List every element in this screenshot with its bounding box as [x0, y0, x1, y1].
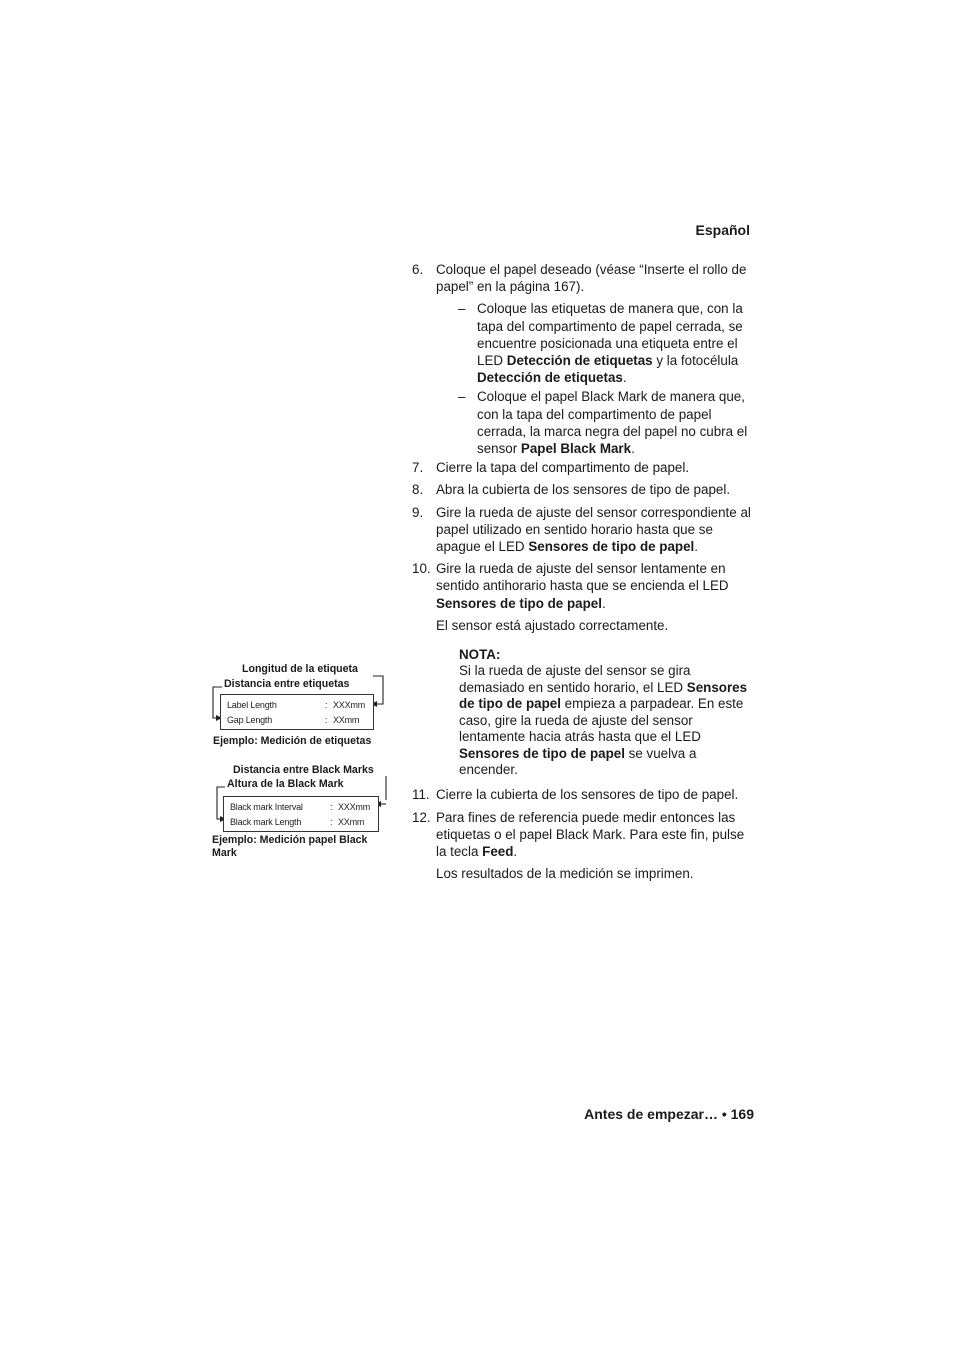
figure2-caption-line1: Ejemplo: Medición papel Black — [212, 834, 368, 846]
step-11 — [412, 786, 754, 803]
figure1-row2-key: Gap Length — [227, 715, 273, 725]
sub-item — [412, 388, 754, 457]
figure1-receipt — [220, 694, 374, 730]
figure2-row2-value: XXmm — [338, 817, 365, 827]
step-10 — [412, 560, 754, 612]
text-run: Coloque el papel Black Mark de manera que, con la tapa del compartimento de papel cerrada, la marca negra del papel no cubra el sensor — [477, 389, 748, 457]
text-run: . — [694, 539, 699, 555]
figure1-row2-sep: : — [325, 715, 328, 725]
text-run: . — [601, 595, 606, 611]
language-heading: Español — [695, 222, 750, 238]
text-run: . — [622, 370, 627, 386]
text-run: y la fotocélula — [652, 353, 739, 369]
step-result: Los resultados de la medición se imprimen. — [436, 866, 694, 882]
dash-symbol: – — [458, 389, 466, 405]
bold-term: Sensores de tipo de papel — [528, 539, 695, 555]
step-7 — [412, 459, 754, 476]
step-text — [436, 261, 754, 295]
text-run: Para fines de referencia puede medir entonces las etiquetas o el papel Black Mark. Para este fin, pulse la tecla — [436, 809, 745, 859]
text-run: Cierre la cubierta de los sensores de tipo de papel. — [436, 787, 739, 803]
bold-term: Sensores de tipo de papel — [459, 745, 625, 761]
sub-item-text — [477, 388, 754, 457]
step-number: 12. — [412, 809, 431, 825]
figure2-row2-sep: : — [330, 817, 333, 827]
step-text — [436, 459, 754, 476]
step-number: 9. — [412, 504, 424, 520]
figure1-caption: Ejemplo: Medición de etiquetas — [213, 735, 372, 747]
figure2-row1-value: XXXmm — [338, 802, 371, 812]
figure2-row1-key: Black mark Interval — [230, 802, 303, 812]
step-number: 10. — [412, 561, 431, 577]
bold-term: Sensores de tipo de papel — [436, 595, 602, 611]
sub-item — [412, 300, 754, 386]
figure1-row1-sep: : — [325, 700, 328, 710]
text-run: Coloque el papel deseado (véase “Inserte el rollo de papel” en la página 167). — [436, 262, 747, 295]
step-text — [436, 786, 754, 803]
figure2-row2-key: Black mark Length — [230, 817, 302, 827]
text-run: Gire la rueda de ajuste del sensor correspondiente al papel utilizado en sentido horario hasta que se apague el LED — [436, 504, 751, 555]
figure-black-mark-measurement — [205, 760, 400, 865]
figure1-label-second: Distancia entre etiquetas — [224, 678, 350, 690]
bold-term: Feed — [482, 843, 514, 859]
figure1-row1-key: Label Length — [227, 700, 277, 710]
figure2-label-top: Distancia entre Black Marks — [233, 764, 374, 776]
note-text — [459, 663, 754, 778]
figure2-caption-line2: Mark — [212, 847, 237, 859]
text-run: empieza a parpadear. En este caso, gire la rueda de ajuste del sensor lentamente hacia atrás hasta que el LED — [459, 696, 744, 745]
sub-item-text — [477, 300, 754, 386]
instruction-list — [412, 261, 754, 887]
figure1-label-top: Longitud de la etiqueta — [242, 663, 358, 675]
step-text — [436, 809, 754, 861]
text-run: Coloque las etiquetas de manera que, con la tapa del compartimento de papel cerrada, se encuentre posicionada una etiqueta entre el LED — [477, 301, 743, 369]
step-result: El sensor está ajustado correctamente. — [436, 617, 669, 633]
bold-term: Sensores de tipo de papel — [459, 679, 748, 712]
note-title: NOTA: — [459, 647, 501, 663]
dash-symbol: – — [458, 301, 466, 317]
bold-term: Detección de etiquetas — [506, 353, 653, 369]
figure2-label-second: Altura de la Black Mark — [227, 778, 344, 790]
step-12 — [412, 809, 754, 861]
step-number: 11. — [412, 787, 430, 803]
bold-term: Detección de etiquetas — [477, 370, 623, 386]
page-footer: Antes de empezar… • 169 — [584, 1106, 754, 1122]
step-6 — [412, 261, 754, 295]
bold-term: Papel Black Mark — [520, 441, 632, 457]
figure-label-measurement — [205, 660, 395, 755]
figure1-row1-value: XXXmm — [333, 700, 366, 710]
step-number: 6. — [412, 262, 424, 277]
note-block — [412, 647, 754, 778]
step-text — [436, 504, 754, 556]
figure1-row2-value: XXmm — [333, 715, 360, 725]
step-number: 8. — [412, 482, 424, 498]
step-text — [436, 481, 754, 498]
text-run: Si la rueda de ajuste del sensor se gira demasiado en sentido horario, el LED — [459, 663, 691, 695]
step-number: 7. — [412, 460, 424, 476]
text-run: . — [513, 843, 518, 859]
figure2-row1-sep: : — [330, 802, 333, 812]
text-run: Abra la cubierta de los sensores de tipo de papel. — [436, 482, 731, 498]
figure2-receipt — [223, 796, 379, 832]
text-run: se vuelva a encender. — [459, 745, 697, 777]
step-8 — [412, 481, 754, 498]
text-run: Gire la rueda de ajuste del sensor lentamente en sentido antihorario hasta que se encienda el LED — [436, 561, 729, 594]
step-text — [436, 560, 754, 612]
text-run: . — [631, 441, 635, 457]
text-run: Cierre la tapa del compartimento de papel. — [436, 460, 690, 476]
step-9 — [412, 504, 754, 556]
